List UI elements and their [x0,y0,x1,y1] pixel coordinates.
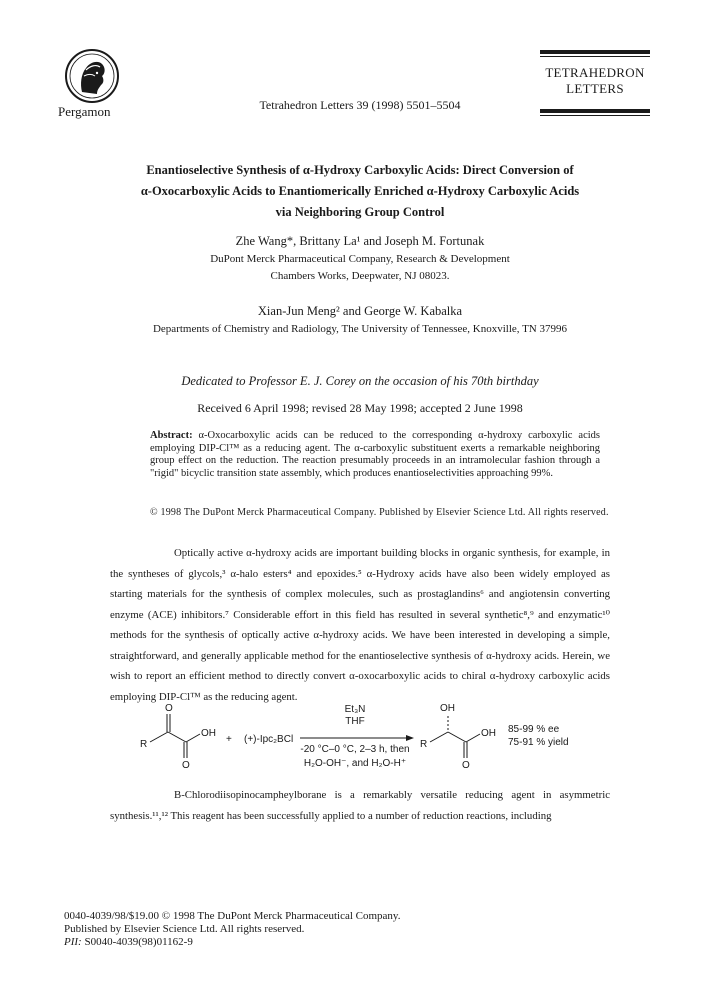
sm-r-group: R [140,739,148,750]
abstract-heading: Abstract: [150,430,193,441]
footer-publisher-line: Published by Elsevier Science Ltd. All rights reserved. [64,923,305,935]
dedication: Dedicated to Professor E. J. Corey on the occasion of his 70th birthday [181,374,539,388]
footer [64,910,400,949]
body-paragraph-2: B-Chlorodiisopinocampheylborane is a remarkably versatile reducing agent in asymmetric synthesis.¹¹,¹² This reagent has been successfully applied to a number of reduction reactions, including [110,789,610,822]
condition-base: Et₃N [344,704,366,715]
abstract [150,430,600,480]
sm-carbonyl-o-1: O [165,703,173,714]
masthead-top-rule [540,50,650,54]
journal-name-line1: TETRAHEDRON [545,65,645,80]
title-line-3: via Neighboring Group Control [275,205,445,219]
journal-citation: Tetrahedron Letters 39 (1998) 5501–5504 [259,98,461,112]
product-carbonyl-o: O [462,760,470,771]
product-r-group: R [420,739,428,750]
result-yield: 75-91 % yield [508,737,569,748]
journal-name-line2: LETTERS [566,81,624,96]
abstract-copyright: © 1998 The DuPont Merck Pharmaceutical Company. Published by Elsevier Science Ltd. All rights reserved. [150,507,609,518]
condition-solvent: THF [345,716,365,727]
scheme-reagent: (+)-Ipc₂BCl [244,734,294,745]
condition-temperature: -20 °C–0 °C, 2–3 h, then [300,744,410,755]
article-title [0,160,720,223]
scheme-plus: + [226,734,232,745]
result-ee: 85-99 % ee [508,724,560,735]
pergamon-logo-icon [64,48,120,104]
product-hydroxyl: OH [481,728,496,739]
title-line-2: α-Oxocarboxylic Acids to Enantiomerically Enriched α-Hydroxy Carboxylic Acids [140,184,580,198]
sm-hydroxyl: OH [201,728,216,739]
abstract-text: α-Oxocarboxylic acids can be reduced to the corresponding α-hydroxy carboxylic acids employing DIP-Cl™ as a reducing agent. The α-carboxylic substituent exerts a remarkable neighboring group effect on the reduction. The reaction presumably proceeds in an intramolecular fashion through a "rigid" bicyclic transition state assembly, which produces enantioselectivities approaching 99%. [150,430,600,479]
affiliation-2: Departments of Chemistry and Radiology, The University of Tennessee, Knoxville, TN 37996 [152,323,567,335]
received-dates: Received 6 April 1998; revised 28 May 1998; accepted 2 June 1998 [197,401,523,415]
pii-label: PII: [64,936,82,948]
author-list-1: Zhe Wang*, Brittany La¹ and Joseph M. Fortunak [235,234,485,248]
product-structure [430,714,480,758]
condition-workup: H₂O-OH⁻, and H₂O-H⁺ [303,758,407,769]
reaction-arrow [300,735,414,741]
journal-name [540,57,650,109]
journal-masthead [540,50,650,116]
pii-value: S0040-4039(98)01162-9 [81,936,193,948]
masthead-bottom-rule-thin [540,115,650,116]
product-hydroxyl-top: OH [440,703,455,714]
title-line-1: Enantioselective Synthesis of α-Hydroxy Carboxylic Acids: Direct Conversion of [146,163,574,177]
author-list-2: Xian-Jun Meng² and George W. Kabalka [257,304,463,318]
footer-pii-line [64,936,400,949]
affiliation-1-line-1: DuPont Merck Pharmaceutical Company, Research & Development [210,253,510,265]
footer-issn-line: 0040-4039/98/$19.00 © 1998 The DuPont Merck Pharmaceutical Company. [64,910,401,922]
body-paragraph-1: Optically active α-hydroxy acids are important building blocks in organic synthesis, for example, in the syntheses of glycols,³ α-halo esters⁴ and epoxides.⁵ α-Hydroxy acids have also been widely employed as starting materials for the synthesis of complex molecules, such as prostaglandins⁶ and angiotensin converting enzyme (ACE) inhibitors.⁷ Considerable effort in this field has resulted in several synthetic⁸,⁹ and enzymatic¹⁰ methods for the synthesis of optically active α-hydroxy acids. We have been interested in developing a simple, straightforward, and generally applicable method for the enantioselective synthesis of α-hydroxy acids. Herein, we wish to report an efficient method to directly convert α-oxocarboxylic acids to chiral α-hydroxy carboxylic acids employing DIP-Cl™ as the reducing agent. [110,547,610,703]
starting-material-structure [150,714,200,758]
reaction-scheme [140,700,570,772]
publisher-name: Pergamon [58,104,111,119]
affiliation-1-line-2: Chambers Works, Deepwater, NJ 08023. [270,270,450,282]
sm-carbonyl-o-2: O [182,760,190,771]
masthead-bottom-rule [540,109,650,113]
